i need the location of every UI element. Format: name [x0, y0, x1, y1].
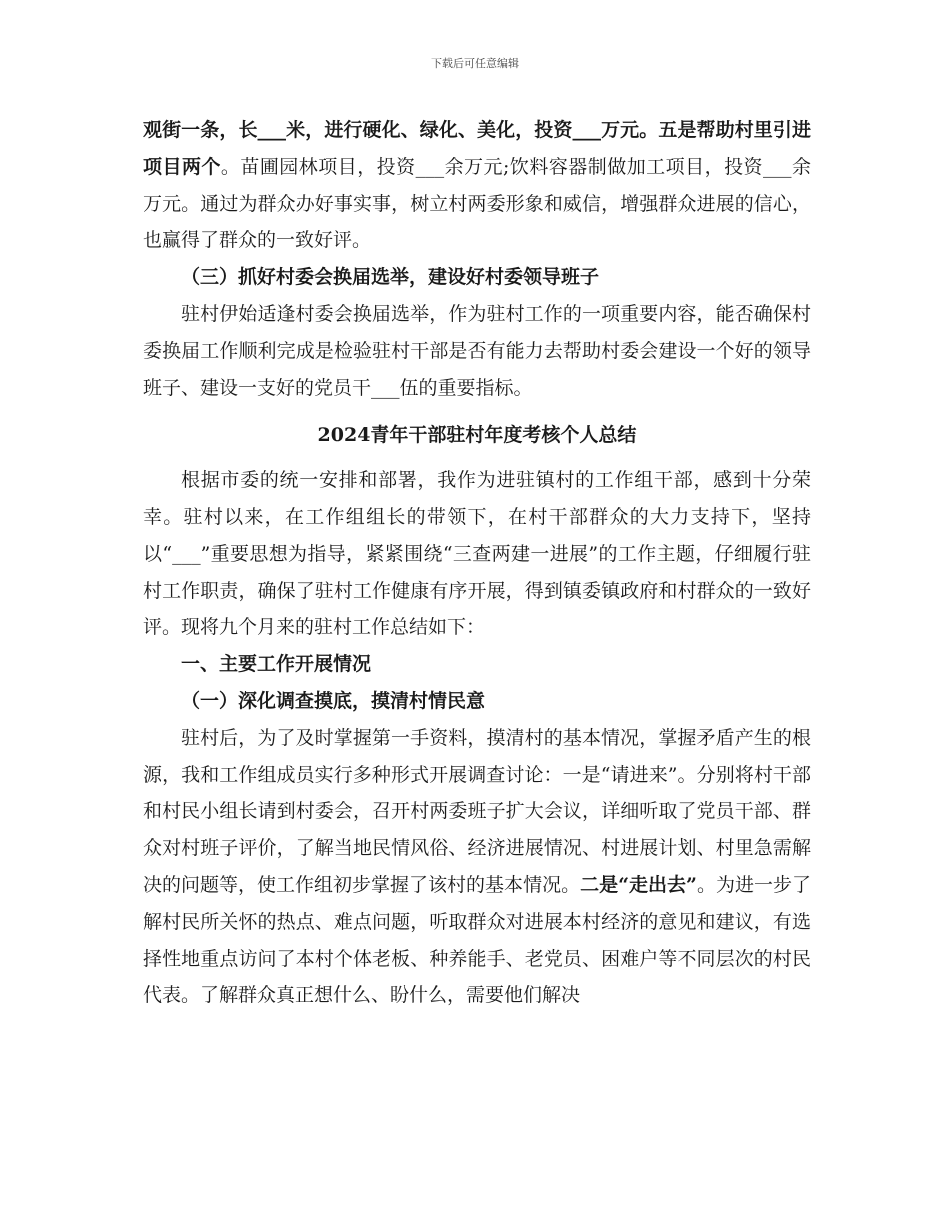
paragraph-text: 驻村后，为了及时掌握第一手资料，摸清村的基本情况，掌握矛盾产生的根源，我和工作组成员实行多种形式开展调查讨论：一是“请进来”。分别将村干部和村民小组长请到村委会，召开村两委班子扩大会议，详细听取了党员干部、群众对村班子评价，了解当地民情风俗、经济进展情况、村进展计划、村里急需解决的问题等，使工作组初步掌握了该村的基本情况。 [143, 726, 811, 896]
document-body [143, 112, 811, 1014]
document-title: 2024青年干部驻村年度考核个人总结 [317, 424, 637, 447]
section-heading-main-1: 一、主要工作开展情况 [181, 653, 372, 676]
section-heading-3: （三）抓好村委会换届选举，建设好村委领导班子 [181, 266, 600, 289]
paragraph-investigation [143, 720, 811, 1014]
paragraph-text: 。为进一步了解村民所关怀的热点、难点问题，听取群众对进展本村经济的意见和建议，有选择性地重点访问了本村个体老板、种养能手、老党员、困难户等不同层次的村民代表。了解群众真正想什么、盼什么，需要他们解决 [143, 873, 811, 1007]
page-header: 下载后可任意编辑 [431, 57, 519, 70]
paragraph-intro: 根据市委的统一安排和部署，我作为进驻镇村的工作组干部，感到十分荣幸。驻村以来，在工作组组长的带领下，在村干部群众的大力支持下，坚持以“___”重要思想为指导，紧紧围绕“三查两建一进展”的工作主题，仔细履行驻村工作职责，确保了驻村工作健康有序开展，得到镇委镇政府和村群众的一致好评。现将九个月来的驻村工作总结如下： [143, 469, 811, 639]
paragraph-text: 。苗圃园林项目，投资___余万元;饮料容器制做加工项目，投资___余万元。通过为群众办好事实事，树立村两委形象和威信，增强群众进展的信心，也赢得了群众的一致好评。 [143, 155, 811, 252]
bold-text: 观街一条，长___米，进行硬化、绿化、美化，投资___万元。五是帮助村里引进项目两个 [143, 119, 811, 178]
paragraph-election: 驻村伊始适逢村委会换届选举，作为驻村工作的一项重要内容，能否确保村委换届工作顺利完成是检验驻村干部是否有能力去帮助村委会建设一个好的领导班子、建设一支好的党员干___伍的重要指标。 [143, 302, 811, 399]
paragraph-continuation [143, 112, 811, 259]
bold-text: 二是“走出去” [580, 873, 697, 896]
section-heading-sub-1: （一）深化调查摸底，摸清村情民意 [181, 689, 486, 712]
